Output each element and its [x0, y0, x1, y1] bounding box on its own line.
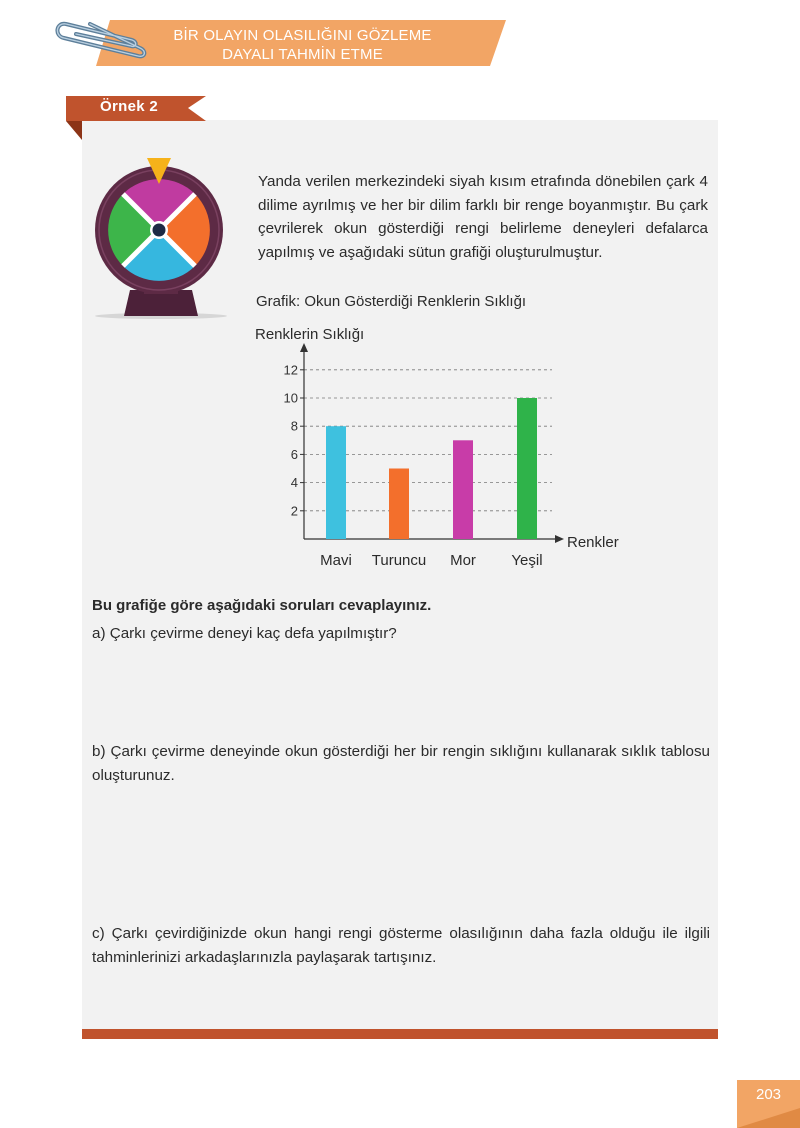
bar-chart	[260, 340, 640, 575]
question-c: c) Çarkı çevirdiğinizde okun hangi rengi gösterme olasılığının daha fazla olduğu ile ilgili tahminlerinizi arkadaşlarınızla paylaşarak tartışınız.	[92, 925, 710, 966]
wheel-center-icon	[153, 224, 166, 237]
y-tick-label: 2	[290, 503, 298, 519]
example-label: Örnek 2	[100, 98, 158, 115]
x-tick-label: Yeşil	[511, 552, 543, 569]
x-axis-arrow-icon	[555, 535, 564, 543]
paperclip-icon	[46, 14, 154, 62]
y-axis-arrow-icon	[300, 343, 308, 352]
x-axis-title: Renkler	[567, 534, 619, 551]
bar-turuncu	[389, 469, 409, 540]
bottom-rule	[82, 1029, 718, 1039]
page-tab-fold	[737, 1108, 800, 1128]
y-tick-label: 10	[283, 390, 298, 406]
page-number: 203	[755, 1086, 782, 1103]
chart-title: Grafik: Okun Gösterdiği Renklerin Sıklığı	[256, 293, 527, 310]
bar-mavi	[326, 426, 346, 539]
questions-heading: Bu grafiğe göre aşağıdaki soruları cevaplayınız.	[92, 597, 432, 614]
bar-yeşil	[517, 398, 537, 539]
y-axis-title: Renklerin Sıklığı	[255, 326, 365, 343]
x-tick-label: Mor	[450, 552, 476, 569]
header-title-line1: BİR OLAYIN OLASILIĞINI GÖZLEME	[173, 27, 432, 44]
intro-paragraph: Yanda verilen merkezindeki siyah kısım etrafında dönebilen çark 4 dilime ayrılmış ve her bir dilim farklı bir renge boyanmıştır. Bu çark çevrilerek okun gösterdiği rengi belirleme deneyleri defalarca yapılmış ve aşağıdaki sütun grafiği oluşturulmuştur.	[258, 173, 708, 261]
header-title	[130, 26, 475, 64]
question-a: a) Çarkı çevirme deneyi kaç defa yapılmıştır?	[92, 625, 397, 642]
y-tick-label: 12	[283, 362, 298, 378]
y-tick-label: 6	[290, 446, 298, 462]
y-tick-label: 4	[290, 475, 298, 491]
x-tick-label: Mavi	[320, 552, 352, 569]
spinner-wheel-illustration	[86, 152, 236, 322]
header-title-line2: DAYALI TAHMİN ETME	[222, 46, 383, 63]
y-tick-label: 8	[290, 418, 298, 434]
question-b: b) Çarkı çevirme deneyinde okun gösterdiği her bir rengin sıklığını kullanarak sıklık tablosu oluşturunuz.	[92, 743, 710, 784]
x-tick-label: Turuncu	[371, 552, 427, 569]
bar-mor	[453, 440, 473, 539]
